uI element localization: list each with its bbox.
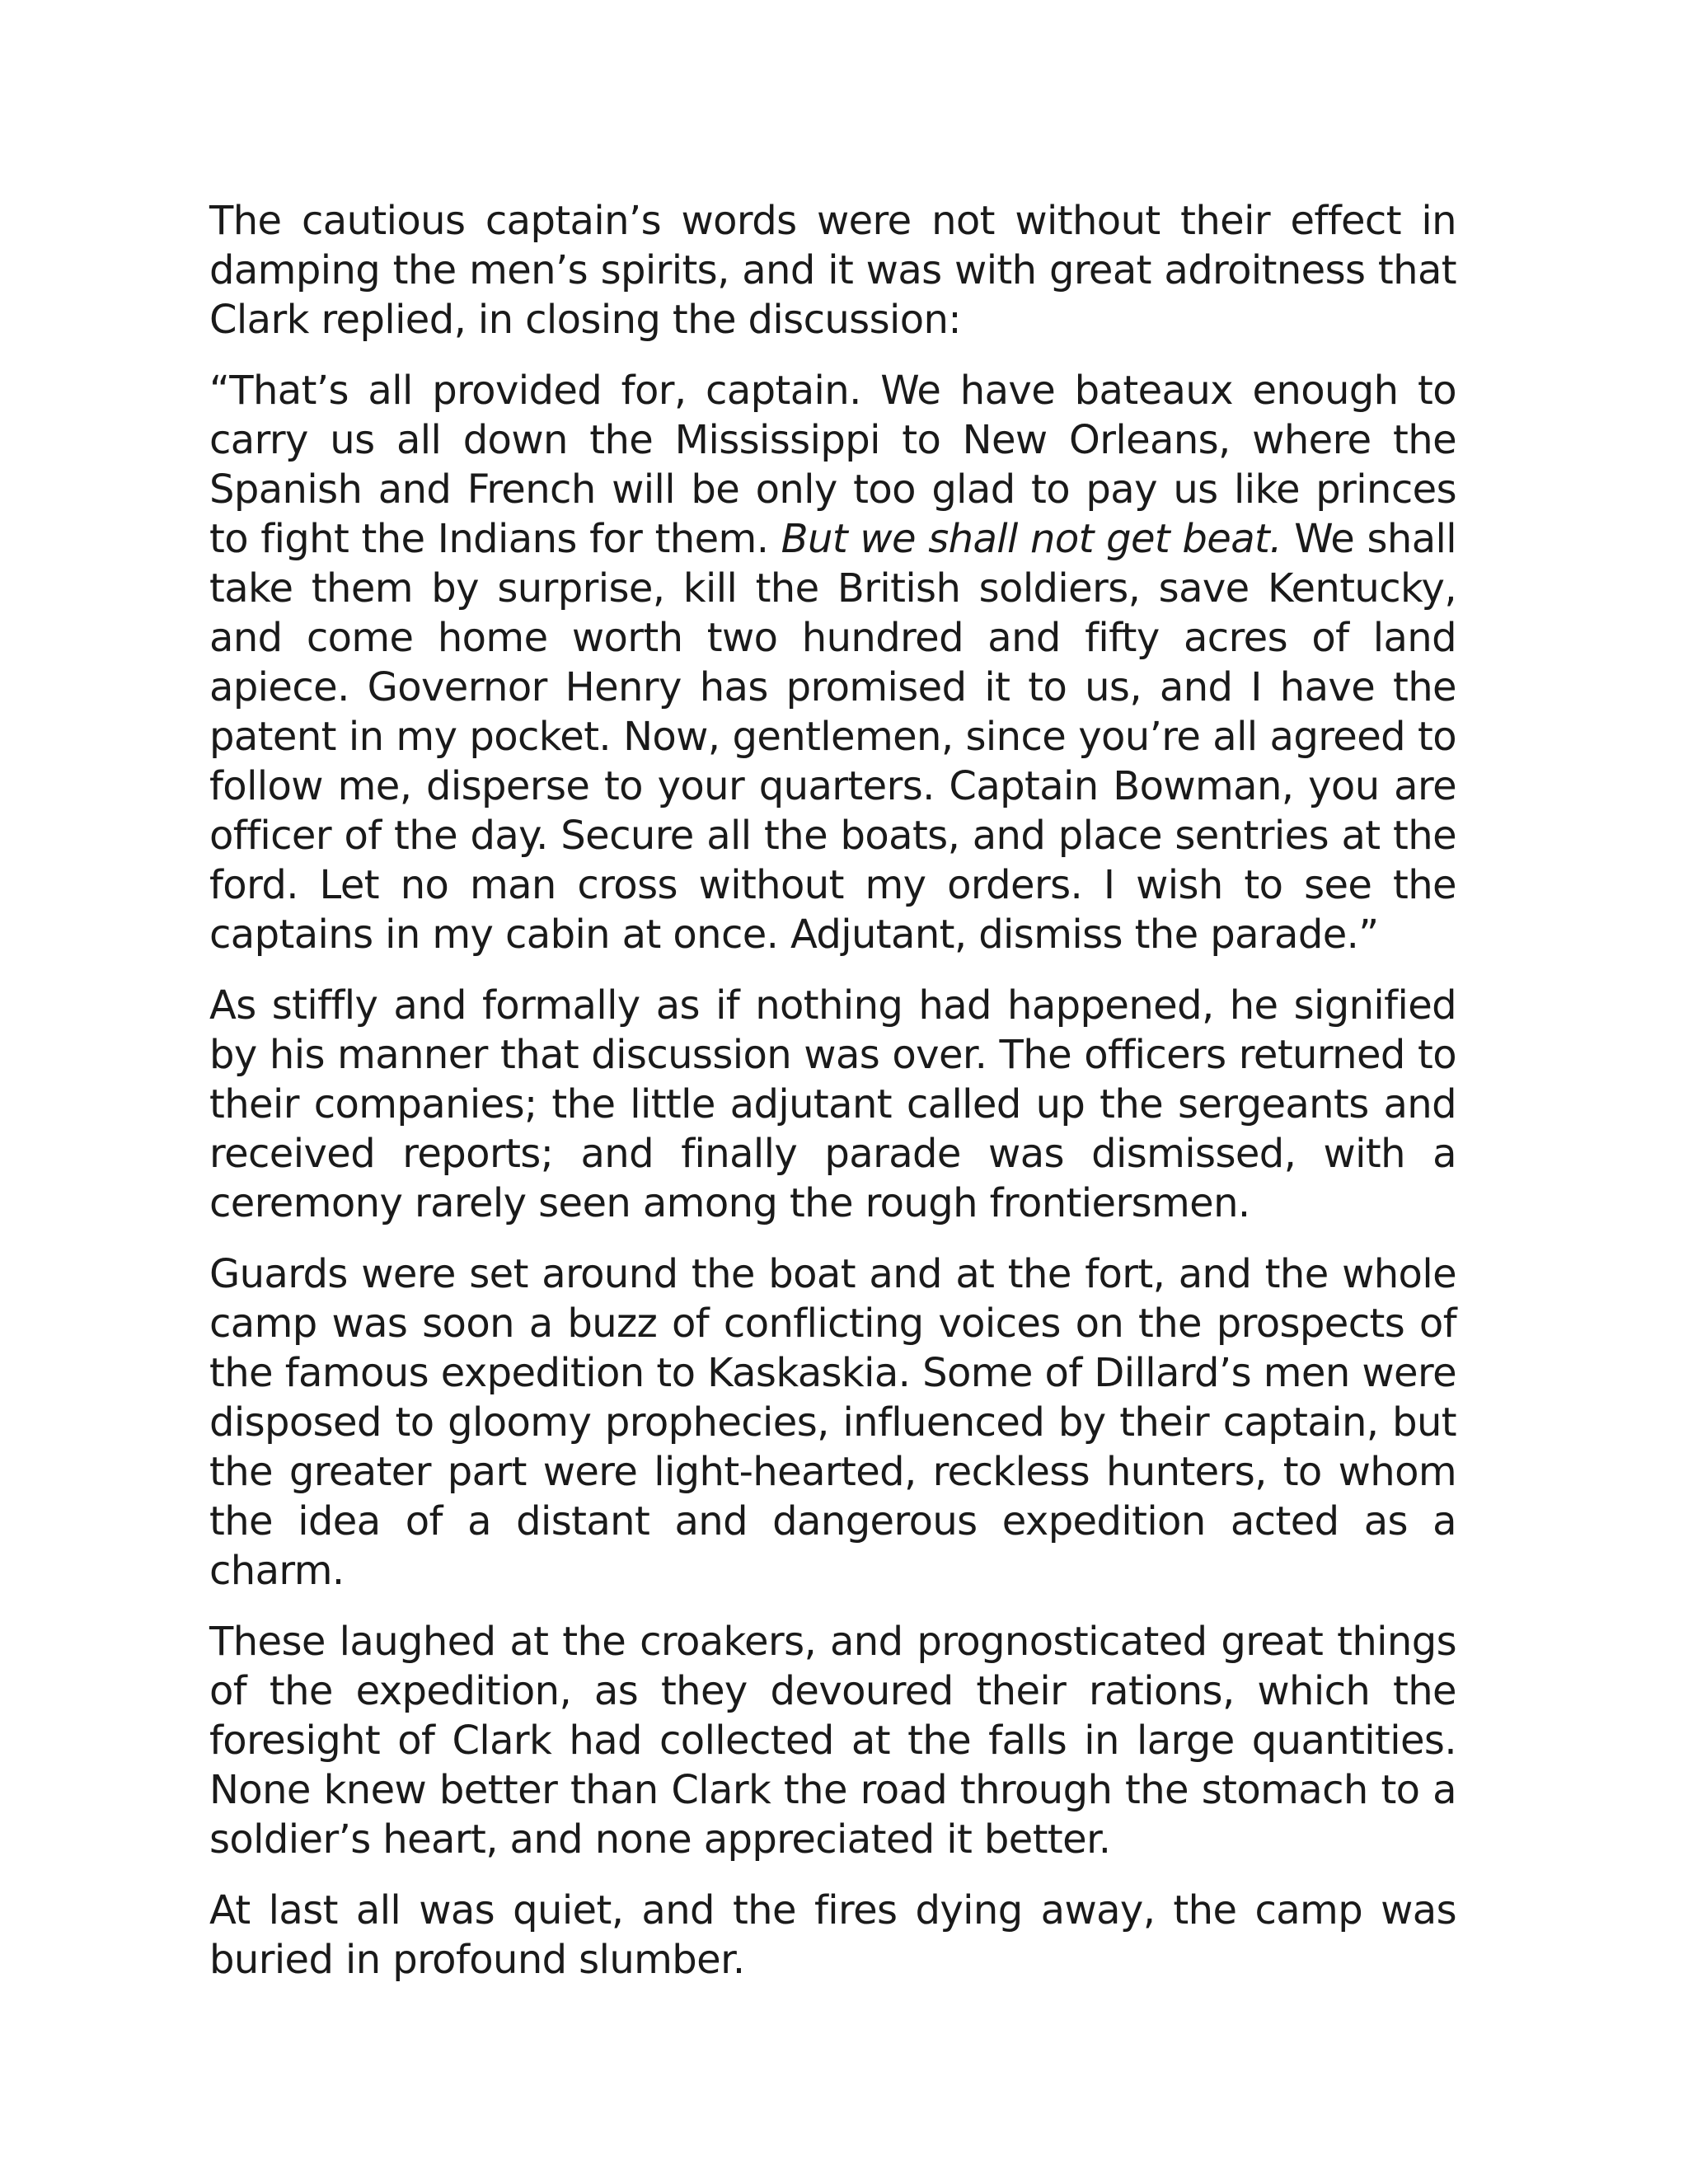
page-body (209, 196, 1456, 1985)
paragraph-5: These laughed at the croakers, and prognosticated great things of the expedition, as they devoured their rations, which the foresight of Clark had collected at the falls in large quantities. None knew better than Clark the road through the stomach to a soldier’s heart, and none appreciated it better. (209, 1619, 1456, 1863)
paragraph-2-text-before: “That’s all provided for, captain. We have bateaux enough to carry us all down the Mississippi to New Orleans, where the Spanish and French will be only too glad to pay us like princes to fight the Indians for them. (209, 368, 1456, 562)
paragraph-2 (209, 366, 1456, 959)
paragraph-1: The cautious captain’s words were not without their effect in damping the men’s spirits, and it was with great adroitness that Clark replied, in closing the discussion: (209, 198, 1456, 343)
paragraph-2-emphasis: But we shall not get beat. (781, 516, 1282, 562)
paragraph-2-text-after: We shall take them by surprise, kill the British soldiers, save Kentucky, and come home worth two hundred and fifty acres of land apiece. Governor Henry has promised it to us, and I have the patent in my pocket. Now, gentlemen, since you’re all agreed to follow me, disperse to your quarters. Captain Bowman, you are officer of the day. Secure all the boats, and place sentries at the ford. Let no man cross without my orders. I wish to see the captains in my cabin at once. Adjutant, dismiss the parade.” (209, 516, 1456, 958)
paragraph-6: At last all was quiet, and the fires dying away, the camp was buried in profound slumber. (209, 1887, 1456, 1983)
paragraph-4: Guards were set around the boat and at the fort, and the whole camp was soon a buzz of conflicting voices on the prospects of the famous expedition to Kaskaskia. Some of Dillard’s men were disposed to gloomy prophecies, influenced by their captain, but the greater part were light-hearted, reckless hunters, to whom the idea of a distant and dangerous expedition acted as a charm. (209, 1251, 1456, 1594)
paragraph-3: As stiffly and formally as if nothing had happened, he signified by his manner that discussion was over. The officers returned to their companies; the little adjutant called up the sergeants and received reports; and finally parade was dismissed, with a ceremony rarely seen among the rough frontiersmen. (209, 982, 1456, 1226)
